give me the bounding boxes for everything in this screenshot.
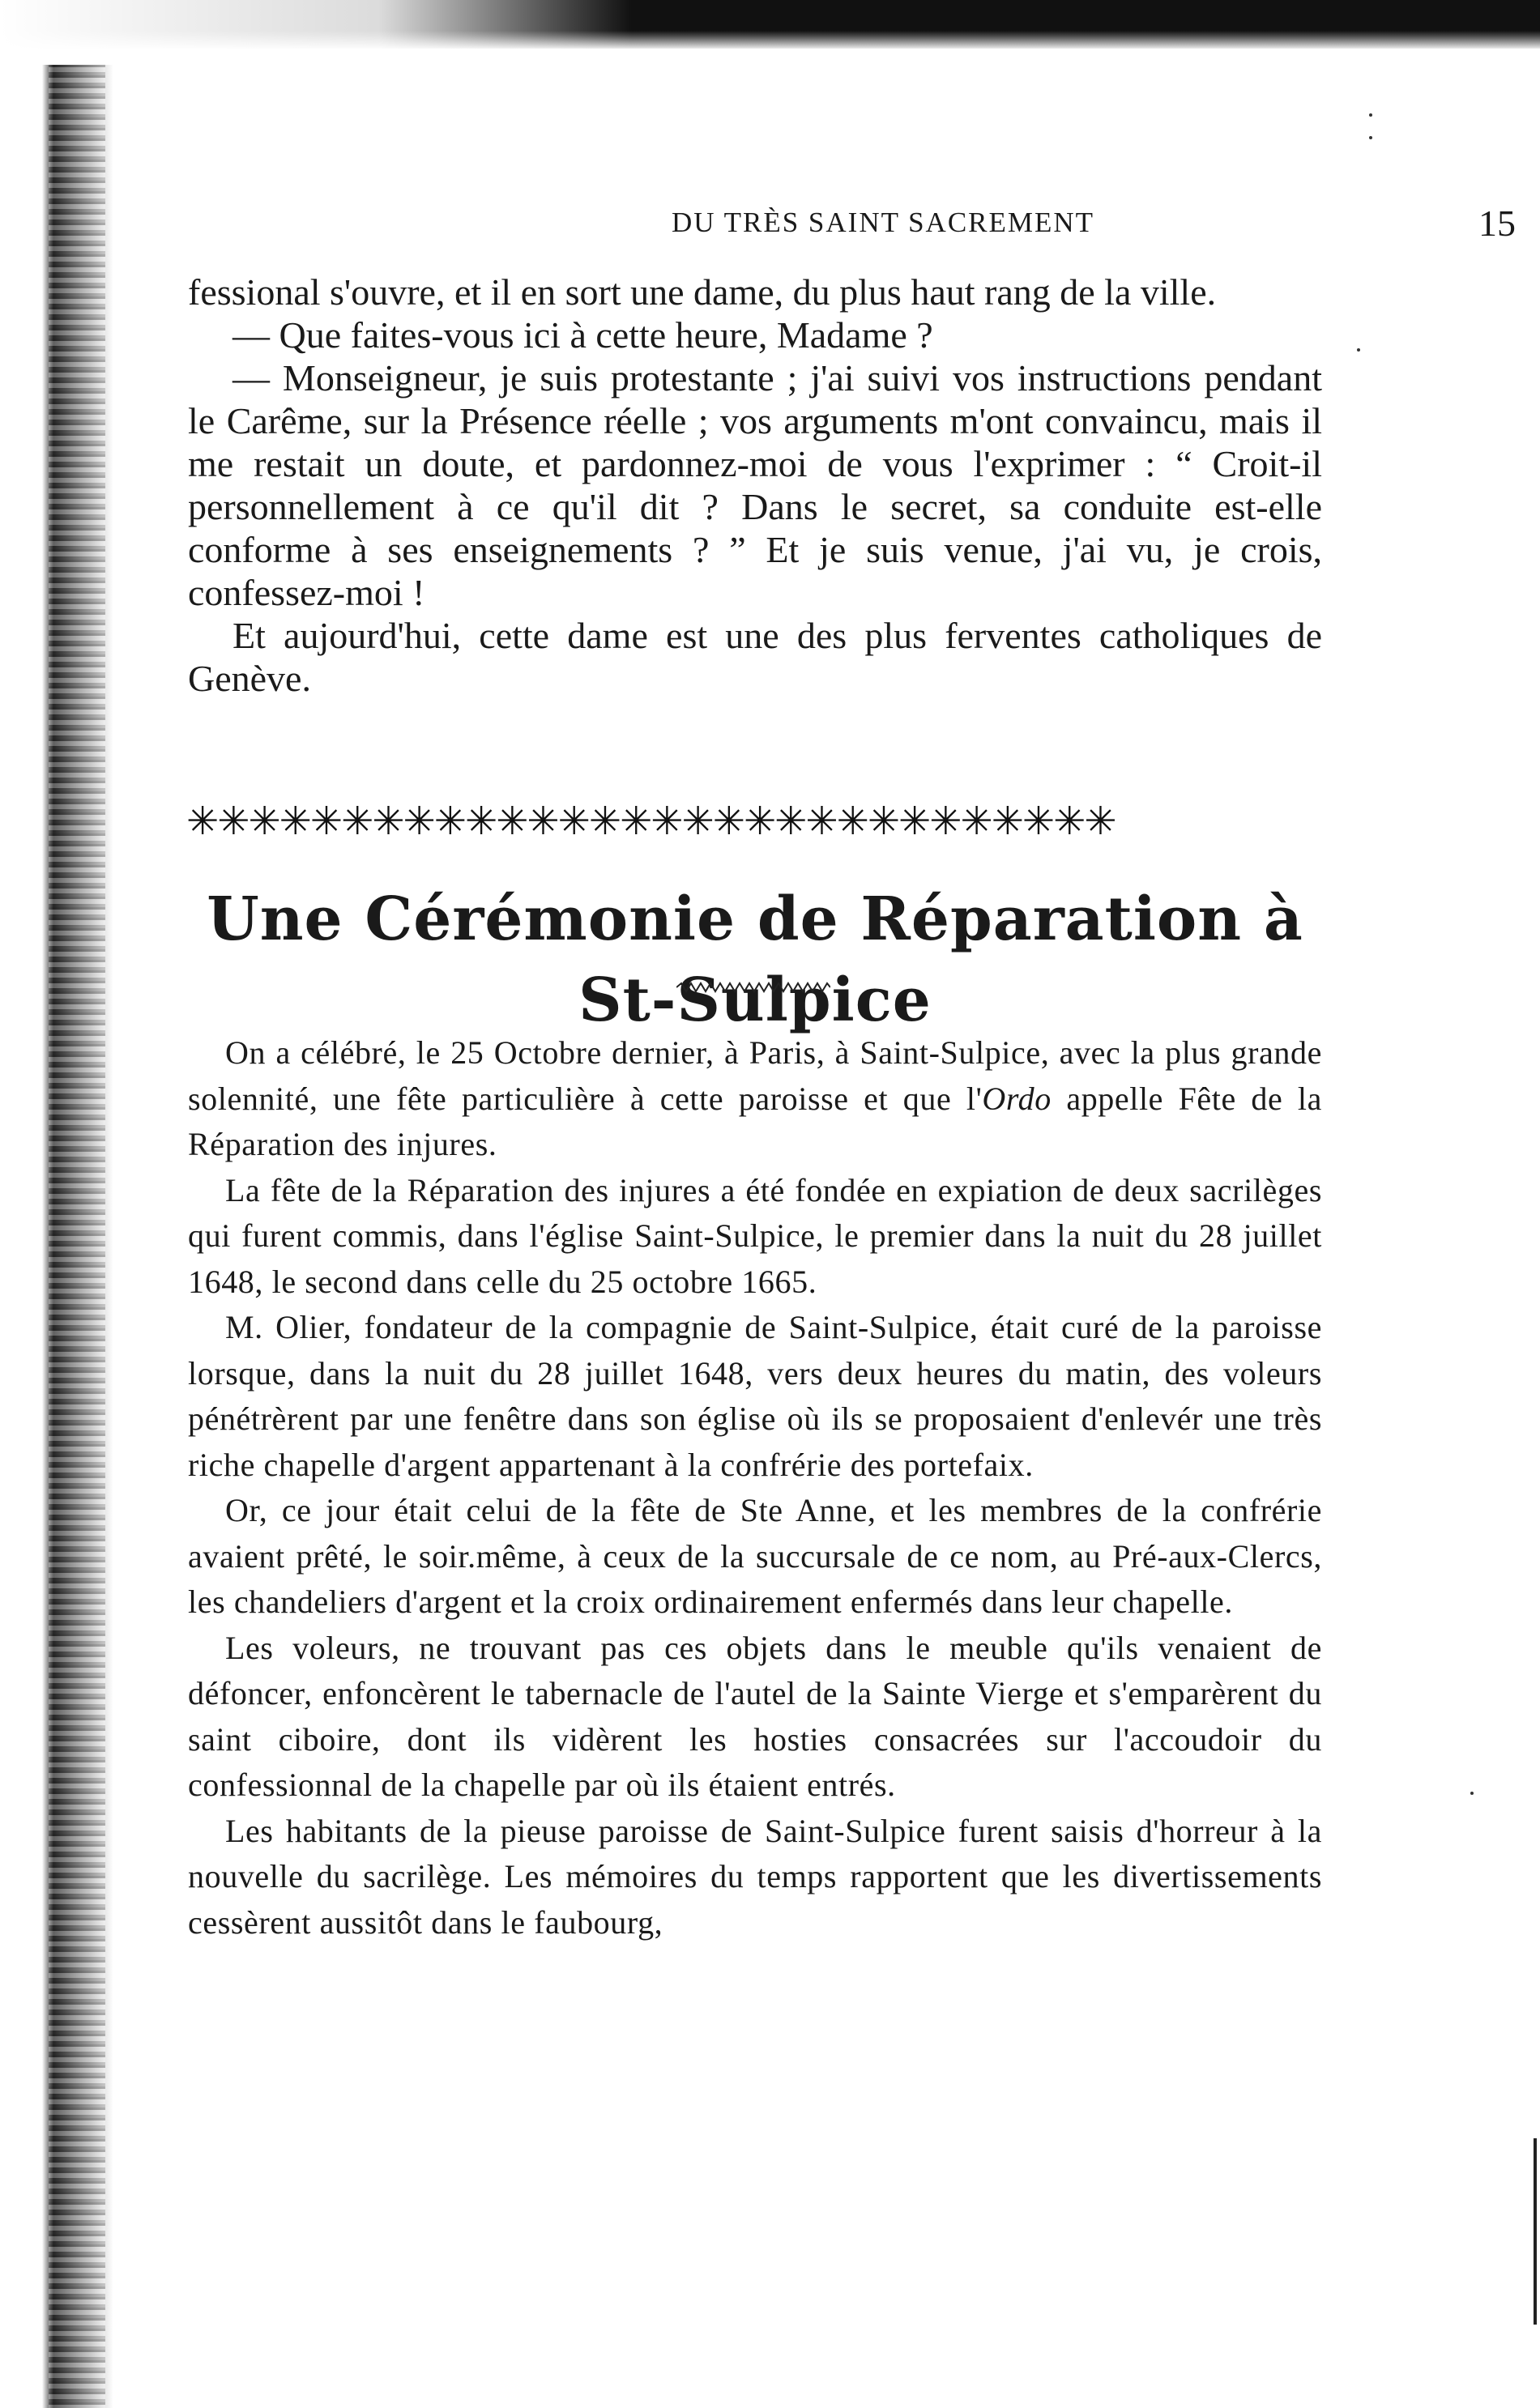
- paragraph: Les habitants de la pieuse paroisse de Saint-Sulpice furent saisis d'horreur à la nouvelle du sacrilège. Les mémoires du temps rapportent que les divertissements cessèrent aussitôt dans le faubourg,: [188, 1812, 1322, 1941]
- ornament-divider: ✳✳✳✳✳✳✳✳✳✳✳✳✳✳✳✳✳✳✳✳✳✳✳✳✳✳✳✳✳✳: [186, 800, 1116, 843]
- paragraph: — Que faites-vous ici à cette heure, Madame ?: [232, 314, 933, 356]
- paragraph: Les voleurs, ne trouvant pas ces objets dans le meuble qu'ils venaient de défoncer, enfoncèrent le tabernacle de l'autel de la Sainte Vierge et s'emparèrent du saint ciboire, dont ils vidèrent les hosties consacrées sur l'accoudoir du confessionnal de la chapelle par où ils étaient entrés.: [188, 1629, 1322, 1803]
- section-title: Une Cérémonie de Réparation à St-Sulpice: [207, 884, 1303, 1035]
- scan-speck: [1470, 1792, 1474, 1795]
- continued-text: [188, 271, 1322, 700]
- paragraph: La fête de la Réparation des injures a été fondée en expiation de deux sacrilèges qui furent commis, dans l'église Saint-Sulpice, le premier dans la nuit du 28 juillet 1648, le second dans celle du 25 octobre 1665.: [188, 1171, 1322, 1300]
- italic-term: Ordo: [982, 1080, 1052, 1117]
- paragraph: [188, 1030, 1322, 1168]
- paragraph: fessional s'ouvre, et il en sort une dame, du plus haut rang de la ville.: [188, 271, 1217, 313]
- wavy-rule: [676, 982, 830, 993]
- paragraph-text: appelle Fête de la Réparation des injures.: [188, 1080, 1322, 1162]
- scan-left-binding-texture: [49, 65, 105, 2408]
- running-title: DU TRÈS SAINT SACREMENT: [671, 207, 1095, 238]
- scan-speck: [1369, 113, 1372, 117]
- article-body: [188, 1030, 1322, 1946]
- paragraph-text: On a célébré, le 25 Octobre dernier, à Paris, à Saint-Sulpice, avec la plus grande solennité, une fête particulière à cette paroisse et que l': [188, 1034, 1322, 1117]
- scan-speck: [1369, 136, 1372, 139]
- paragraph: M. Olier, fondateur de la compagnie de Saint-Sulpice, était curé de la paroisse lorsque, dans la nuit du 28 juillet 1648, vers deux heures du matin, des voleurs pénétrèrent par une fenêtre dans son église où ils se proposaient d'enlevér une très riche chapelle d'argent appartenant à la confrérie des portefaix.: [188, 1309, 1322, 1483]
- paragraph: — Monseigneur, je suis protestante ; j'ai suivi vos instructions pendant le Carême, sur la Présence réelle ; vos arguments m'ont convaincu, mais il me restait un doute, et pardonnez-moi de vous l'exprimer : “ Croit-il personnellement à ce qu'il dit ? Dans le secret, sa conduite est-elle conforme à ses enseignements ? ” Et je suis venue, j'ai vu, je crois, confessez-moi !: [188, 357, 1322, 613]
- paragraph: Or, ce jour était celui de la fête de Ste Anne, et les membres de la confrérie avaient prêté, le soir.même, à ceux de la succursale de ce nom, au Pré-aux-Clercs, les chandeliers d'argent et la croix ordinairement enfermés dans leur chapelle.: [188, 1492, 1322, 1620]
- scan-speck: [1357, 348, 1360, 352]
- scan-right-edge-mark: [1534, 2138, 1537, 2325]
- paragraph: Et aujourd'hui, cette dame est une des plus ferventes catholiques de Genève.: [188, 615, 1322, 699]
- page-number: 15: [1478, 202, 1516, 244]
